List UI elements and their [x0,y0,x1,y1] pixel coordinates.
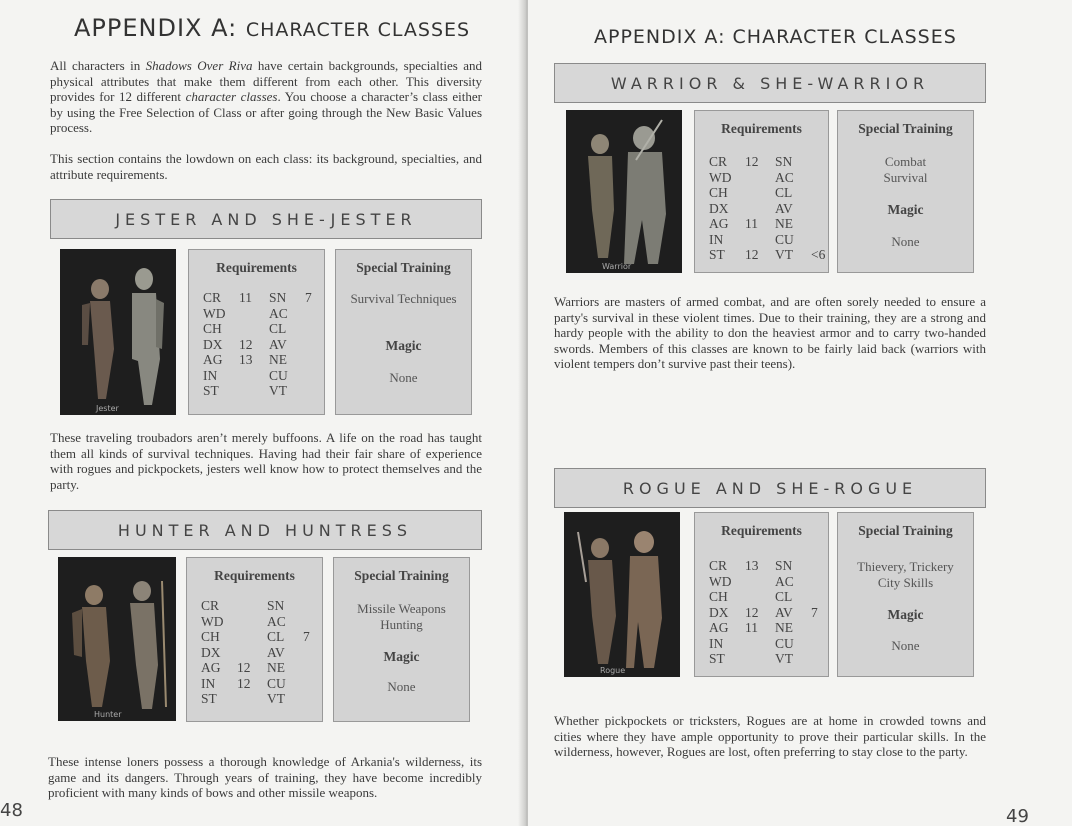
hunter-training-2: Hunting [380,617,423,632]
warrior-figures-icon [566,110,682,273]
right-page-number: 49 [1006,806,1029,826]
term-character-classes: character classes [185,89,278,104]
requirement-row: ST 12 VT <6 [709,247,826,262]
special-training-heading: Special Training [356,260,451,275]
requirement-row: ST VT [201,691,285,706]
magic-heading: Magic [383,649,420,664]
special-training-heading: Special Training [354,568,449,583]
rogue-portrait [564,512,680,677]
intro-paragraph: All characters in Shadows Over Riva have certain backgrounds, specialties and physical attributes that make them different from each other. This diversity provides for 12 different character classes. You choose a character’s class either by using the Free Selection of Class or after going through the New Basic Values process. [50,58,483,135]
warrior-training-2: Survival [883,170,928,185]
jester-requirements-table [203,290,325,399]
hunter-requirements-table [201,598,323,707]
requirement-row: IN 12 CU [201,675,286,691]
warrior-training-box [837,110,974,273]
warrior-requirements-table [709,154,831,263]
rogue-banner: ROGUE AND SHE-ROGUE [554,468,986,508]
requirement-row: CH CL [203,321,287,336]
requirement-row: WD AC [201,613,286,629]
jester-banner: JESTER AND SHE-JESTER [50,199,482,239]
requirement-row: IN CU [709,231,794,247]
requirement-row: CR 11 SN 7 [203,290,312,305]
jester-training-box [335,249,472,415]
rogue-caption: Rogue [600,666,626,675]
special-training-heading: Special Training [858,523,953,538]
hunter-banner: HUNTER AND HUNTRESS [48,510,482,550]
rogue-description: Whether pickpockets or tricksters, Rogues are at home in crowded towns and cities where they have ample opportunity to prove their particular skills. In the wilderness, however, Rogues are lost, often preferring to stay close to the party. [554,713,986,759]
requirement-row: CH CL [709,589,793,604]
left-page-title: APPENDIX A: CHARACTER CLASSES [74,14,471,42]
requirement-row: AG 13 NE [203,352,287,367]
requirement-row: DX 12 AV 7 [709,604,818,620]
game-title: Shadows Over Riva [145,58,253,73]
magic-heading: Magic [385,338,422,353]
requirement-row: WD AC [203,305,288,321]
left-page [0,0,524,826]
hunter-portrait [58,557,176,721]
rogue-requirements-table [709,558,831,667]
rogue-training-box [837,512,974,677]
special-training-heading: Special Training [858,121,953,136]
hunter-caption: Hunter [94,710,122,719]
requirements-heading: Requirements [214,568,295,583]
requirements-heading: Requirements [721,523,802,538]
hunter-description: These intense loners possess a thorough knowledge of Arkania's wilderness, its game and its dangers. Through years of training, they have become incredibly proficient with many kinds of bows and other missile weapons. [48,754,482,800]
left-page-number: 48 [0,800,23,821]
jester-caption: Jester [96,404,119,413]
rogue-requirements-box [694,512,829,677]
warrior-caption: Warrior [602,262,632,271]
requirement-row: AG 11 NE [709,216,793,231]
rogue-magic-value: None [891,638,920,653]
jester-magic-value: None [389,370,418,385]
requirement-row: WD AC [709,573,794,589]
warrior-requirements-box [694,110,829,273]
requirement-row: DX AV [709,200,793,216]
hunter-training-box [333,557,470,722]
requirement-row: AG 11 NE [709,620,793,635]
warrior-training-1: Combat [884,154,927,169]
requirement-row: WD AC [709,169,794,185]
requirement-row: DX AV [201,644,285,660]
requirement-row: DX 12 AV [203,336,287,352]
rogue-figures-icon [564,512,680,677]
rogue-training-1: Thievery, Trickery [857,559,954,574]
requirement-row: CH CL 7 [201,629,310,644]
jester-training-1: Survival Techniques [350,291,457,306]
intro-paragraph-2: This section contains the lowdown on each class: its background, specialties, and attribute requirements. [50,151,482,182]
right-page [528,0,1072,826]
hunter-training-1: Missile Weapons [357,601,446,616]
magic-heading: Magic [887,202,924,217]
jester-portrait [60,249,176,415]
hunter-figures-icon [58,557,176,721]
magic-heading: Magic [887,607,924,622]
requirement-row: IN CU [203,367,288,383]
requirement-row: CR SN [201,598,285,613]
requirement-row: AG 12 NE [201,660,285,675]
jester-figures-icon [60,249,176,415]
rogue-training-2: City Skills [877,575,934,590]
requirements-heading: Requirements [216,260,297,275]
right-page-title: APPENDIX A: CHARACTER CLASSES [594,26,957,48]
requirements-heading: Requirements [721,121,802,136]
jester-description: These traveling troubadors aren’t merely buffoons. A life on the road has taught them all kinds of survival techniques. Having had their fair share of experience with rogues and pickpockets, jesters well know how to protect themselves and the party. [50,430,482,492]
warrior-banner: WARRIOR & SHE-WARRIOR [554,63,986,103]
hunter-requirements-box [186,557,323,722]
requirement-row: ST VT [203,383,287,398]
requirement-row: CR 12 SN [709,154,793,169]
requirement-row: CR 13 SN [709,558,793,573]
jester-requirements-box [188,249,325,415]
warrior-magic-value: None [891,234,920,249]
requirement-row: ST VT [709,651,793,666]
warrior-portrait [566,110,682,273]
requirement-row: CH CL [709,185,793,200]
hunter-magic-value: None [387,679,416,694]
requirement-row: IN CU [709,635,794,651]
warrior-description: Warriors are masters of armed combat, and are often sorely needed to ensure a party's survival in these violent times. Due to their training, they are a strong and hardy people with the ability to don the heaviest armor and to carry two-handed swords. Members of this classes are known to be fairly laid back (warriors with violent tempers don’t survive past their teens). [554,294,986,371]
